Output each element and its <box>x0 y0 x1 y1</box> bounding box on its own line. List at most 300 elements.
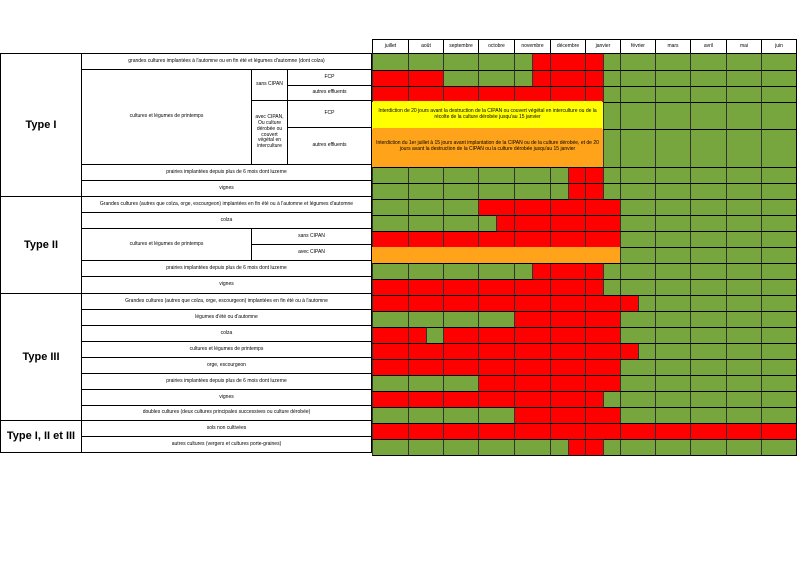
calendar-cell <box>408 167 444 184</box>
calendar-cell <box>372 183 409 200</box>
calendar-cell <box>620 215 656 232</box>
calendar-cell <box>655 70 691 87</box>
calendar-cell <box>408 183 444 200</box>
month-header-cell: septembre <box>443 39 479 54</box>
row-label: prairies implantées depuis plus de 6 mois dont luzerne <box>81 260 372 277</box>
calendar-cell <box>514 279 551 296</box>
calendar-cell <box>585 70 604 87</box>
calendar-cell <box>443 247 479 264</box>
calendar-cell <box>408 423 444 440</box>
calendar-cell <box>408 295 444 312</box>
calendar-cell <box>478 311 515 328</box>
calendar-cell <box>443 279 479 296</box>
calendar-cell <box>620 279 656 296</box>
calendar-cell <box>478 199 515 216</box>
calendar-cell <box>443 263 479 280</box>
calendar-cell <box>655 407 691 424</box>
calendar-cell <box>690 231 727 248</box>
calendar-cell <box>603 439 622 456</box>
calendar-cell <box>478 359 515 376</box>
calendar-cell <box>726 279 762 296</box>
calendar-cell <box>585 359 621 376</box>
calendar-cell <box>726 407 762 424</box>
calendar-cell <box>655 311 691 328</box>
calendar-cell <box>408 247 444 264</box>
calendar-cell <box>603 263 622 280</box>
calendar-cell <box>761 423 797 440</box>
calendar-cell <box>514 183 551 200</box>
calendar-cell <box>585 423 621 440</box>
calendar-cell <box>550 263 586 280</box>
calendar-cell <box>478 215 497 232</box>
calendar-cell <box>761 215 797 232</box>
row-label: vignes <box>81 276 372 294</box>
calendar-cell <box>514 70 533 87</box>
month-header-cell: juillet <box>372 39 409 54</box>
calendar-cell <box>761 183 797 200</box>
calendar-cell <box>514 359 551 376</box>
calendar-cell <box>550 311 586 328</box>
calendar-cell <box>655 53 691 71</box>
type-label-2: Type II <box>0 196 82 294</box>
calendar-cell <box>690 86 727 103</box>
calendar-cell <box>603 86 622 103</box>
calendar-cell <box>372 247 409 264</box>
calendar-cell <box>514 215 551 232</box>
calendar-cell <box>726 327 762 344</box>
calendar-cell <box>620 102 656 130</box>
calendar-cell <box>408 311 444 328</box>
calendar-cell <box>372 423 409 440</box>
calendar-cell <box>550 343 586 360</box>
calendar-cell <box>655 279 691 296</box>
calendar-cell <box>478 247 515 264</box>
calendar-cell <box>726 439 762 456</box>
calendar-cell <box>443 199 479 216</box>
calendar-cell <box>372 295 409 312</box>
calendar-cell <box>761 231 797 248</box>
calendar-cell <box>620 70 656 87</box>
calendar-cell <box>550 279 586 296</box>
calendar-cell <box>550 183 569 200</box>
calendar-cell <box>655 327 691 344</box>
calendar-cell <box>655 343 691 360</box>
calendar-cell <box>585 167 604 184</box>
calendar-cell <box>585 247 621 264</box>
calendar-cell <box>408 70 444 87</box>
month-header-cell: novembre <box>514 39 551 54</box>
calendar-cell <box>690 247 727 264</box>
month-header-cell: mai <box>726 39 762 54</box>
calendar-cell <box>550 391 586 408</box>
calendar-cell <box>655 391 691 408</box>
calendar-cell <box>585 279 604 296</box>
calendar-cell <box>655 247 691 264</box>
row-label: colza <box>81 325 372 342</box>
calendar-cell <box>655 129 691 168</box>
calendar-cell <box>514 247 551 264</box>
month-header-cell: avril <box>690 39 727 54</box>
calendar-cell <box>726 247 762 264</box>
calendar-cell <box>655 231 691 248</box>
calendar-cell <box>655 102 691 130</box>
calendar-cell <box>761 295 797 312</box>
calendar-cell <box>620 407 656 424</box>
calendar-cell <box>603 279 622 296</box>
calendar-cell <box>761 199 797 216</box>
row-label: vignes <box>81 389 372 406</box>
calendar-cell <box>761 359 797 376</box>
calendar-cell <box>496 215 515 232</box>
calendar-cell <box>690 407 727 424</box>
calendar-cell <box>620 327 656 344</box>
calendar-cell <box>655 199 691 216</box>
calendar-cell <box>620 53 656 71</box>
calendar-cell <box>761 375 797 392</box>
calendar-cell <box>761 263 797 280</box>
calendar-cell <box>620 343 639 360</box>
calendar-cell <box>372 391 409 408</box>
calendar-cell <box>726 343 762 360</box>
calendar-cell <box>620 129 656 168</box>
calendar-cell <box>550 423 586 440</box>
calendar-cell <box>443 391 479 408</box>
month-header-cell: février <box>620 39 656 54</box>
calendar-cell <box>443 407 479 424</box>
calendar-cell <box>408 263 444 280</box>
calendar-cell <box>690 167 727 184</box>
calendar-cell <box>443 295 479 312</box>
calendar-cell <box>620 375 656 392</box>
calendar-cell <box>761 311 797 328</box>
calendar-cell <box>550 375 586 392</box>
row-label: autres effluents <box>287 85 372 101</box>
calendar-cell <box>443 327 479 344</box>
calendar-cell <box>585 231 621 248</box>
calendar-cell <box>690 183 727 200</box>
calendar-cell <box>478 70 515 87</box>
calendar-cell <box>690 129 727 168</box>
type-label-1: Type I <box>0 53 82 197</box>
calendar-cell <box>478 423 515 440</box>
calendar-cell <box>372 279 409 296</box>
calendar-cell <box>532 70 551 87</box>
calendar-cell <box>761 343 797 360</box>
calendar-cell <box>690 199 727 216</box>
row-label: autres effluents <box>287 127 372 165</box>
calendar-cell <box>761 102 797 130</box>
row-label: doubles cultures (deux cultures principales successives ou culture dérobée) <box>81 405 372 421</box>
calendar-cell <box>514 391 551 408</box>
calendar-cell <box>478 439 515 456</box>
calendar-cell <box>443 231 479 248</box>
calendar-cell <box>550 167 569 184</box>
calendar-cell <box>550 199 586 216</box>
calendar-cell <box>761 391 797 408</box>
calendar-cell <box>408 391 444 408</box>
calendar-cell <box>514 263 533 280</box>
row-label: Grandes cultures (autres que colza, orge, escourgeon) implantées en fin été ou à l'automne <box>81 293 372 310</box>
calendar-cell <box>372 359 409 376</box>
calendar-cell <box>478 183 515 200</box>
row-label: colza <box>81 212 372 229</box>
calendar-cell <box>443 70 479 87</box>
row-label: avec CIPAN, Ou culture dérobée ou couvert végétal en interculture <box>251 100 288 165</box>
calendar-cell <box>550 215 586 232</box>
calendar-cell <box>478 167 515 184</box>
calendar-cell <box>372 263 409 280</box>
calendar-cell <box>443 439 479 456</box>
calendar-cell <box>726 231 762 248</box>
calendar-cell <box>408 215 444 232</box>
calendar-cell <box>514 311 551 328</box>
calendar-cell <box>568 439 587 456</box>
calendar-cell <box>761 167 797 184</box>
calendar-cell <box>408 359 444 376</box>
calendar-cell <box>620 391 656 408</box>
calendar-cell <box>372 231 409 248</box>
calendar-cell <box>514 343 551 360</box>
calendar-cell <box>478 263 515 280</box>
row-label: sans CIPAN <box>251 228 372 245</box>
calendar-cell <box>514 167 551 184</box>
row-label: avec CIPAN <box>251 244 372 261</box>
row-label: sans CIPAN <box>251 69 288 101</box>
calendar-cell <box>726 391 762 408</box>
calendar-cell <box>726 295 762 312</box>
row-label: FCP <box>287 100 372 128</box>
calendar-cell <box>550 359 586 376</box>
calendar-cell <box>620 311 656 328</box>
calendar-cell <box>372 343 409 360</box>
calendar-cell <box>550 407 586 424</box>
calendar-cell <box>603 183 622 200</box>
calendar-cell <box>620 183 656 200</box>
calendar-cell <box>585 263 604 280</box>
calendar-cell <box>761 439 797 456</box>
calendar-cell <box>620 295 639 312</box>
calendar-cell <box>761 407 797 424</box>
calendar-cell <box>620 359 656 376</box>
calendar-cell <box>690 375 727 392</box>
calendar-cell <box>443 167 479 184</box>
month-header-cell: octobre <box>478 39 515 54</box>
calendar-cell <box>655 359 691 376</box>
row-label: prairies implantées depuis plus de 6 mois dont luzerne <box>81 164 372 181</box>
row-label: Grandes cultures (autres que colza, orge, escourgeon) implantées en fin été ou à l'automne et légumes d'automne <box>81 196 372 213</box>
month-header-cell: juin <box>761 39 797 54</box>
calendar-cell <box>514 295 551 312</box>
calendar-cell <box>726 311 762 328</box>
row-label: autres cultures (vergers et cultures porte-graines) <box>81 436 372 453</box>
calendar-cell <box>408 343 444 360</box>
calendar-cell <box>585 53 604 71</box>
calendar-cell <box>372 215 409 232</box>
calendar-cell <box>568 167 587 184</box>
calendar-cell <box>690 343 727 360</box>
calendar-cell <box>550 70 586 87</box>
calendar-cell <box>408 439 444 456</box>
calendar-cell <box>585 215 621 232</box>
calendar-cell <box>620 263 656 280</box>
calendar-cell <box>690 423 727 440</box>
calendar-cell <box>726 359 762 376</box>
calendar-cell <box>726 167 762 184</box>
calendar-cell <box>408 53 444 71</box>
calendar-cell <box>585 183 604 200</box>
calendar-cell <box>690 53 727 71</box>
calendar-cell <box>408 407 444 424</box>
calendar-cell <box>514 53 533 71</box>
calendar-cell <box>655 215 691 232</box>
calendar-cell <box>726 53 762 71</box>
calendar-cell <box>426 327 445 344</box>
calendar-cell <box>620 439 656 456</box>
row-label: cultures et légumes de printemps <box>81 69 252 165</box>
calendar-cell <box>372 199 409 216</box>
row-label: prairies implantées depuis plus de 6 mois dont luzerne <box>81 373 372 390</box>
row-label: cultures et légumes de printemps <box>81 228 252 261</box>
calendar-cell <box>761 86 797 103</box>
calendar-cell <box>726 375 762 392</box>
calendar-cell <box>372 167 409 184</box>
calendar-cell <box>478 407 515 424</box>
calendar-cell <box>620 199 656 216</box>
calendar-cell <box>620 167 656 184</box>
calendar-cell <box>690 295 727 312</box>
calendar-cell <box>726 102 762 130</box>
calendar-cell <box>690 70 727 87</box>
calendar-cell <box>514 423 551 440</box>
calendar-cell <box>550 53 586 71</box>
calendar-cell <box>603 129 622 168</box>
calendar-cell <box>550 247 586 264</box>
calendar-cell <box>532 263 551 280</box>
calendar-cell <box>478 295 515 312</box>
calendar-cell <box>585 343 621 360</box>
calendar-cell <box>655 375 691 392</box>
calendar-cell <box>655 439 691 456</box>
calendar-cell <box>585 391 604 408</box>
calendar-cell <box>726 86 762 103</box>
calendar-cell <box>550 327 586 344</box>
row-label: vignes <box>81 180 372 197</box>
calendar-cell <box>638 343 657 360</box>
calendar-cell <box>603 102 622 130</box>
calendar-cell <box>761 129 797 168</box>
calendar-cell <box>655 86 691 103</box>
calendar-cell <box>690 102 727 130</box>
calendar-cell <box>726 215 762 232</box>
calendar-cell <box>478 53 515 71</box>
calendar-cell <box>478 279 515 296</box>
calendar-cell <box>514 231 551 248</box>
calendar-cell <box>443 311 479 328</box>
calendar-cell <box>761 247 797 264</box>
row-label: cultures et légumes de printemps <box>81 341 372 358</box>
calendar-cell <box>478 391 515 408</box>
calendar-cell <box>408 327 427 344</box>
row-label: grandes cultures implantées à l'automne ou en fin été et légumes d'automne (dont colza) <box>81 53 372 70</box>
calendar-cell <box>690 359 727 376</box>
calendar-cell <box>761 279 797 296</box>
row-label: orge, escourgeon <box>81 357 372 374</box>
month-header-cell: août <box>408 39 444 54</box>
calendar-cell <box>690 311 727 328</box>
calendar-cell <box>761 53 797 71</box>
calendar-cell <box>514 327 551 344</box>
calendar-cell <box>726 70 762 87</box>
calendar-cell <box>620 86 656 103</box>
calendar-cell <box>408 279 444 296</box>
calendar-cell <box>550 295 586 312</box>
calendar-cell <box>585 439 604 456</box>
note-orange: Interdiction du 1er juillet à 15 jours avant implantation de la CIPAN ou de la culture dérobée, et de 20 jours avant la destruction de la CIPAN ou la culture dérobée jusqu'au 15 janvier <box>373 128 602 164</box>
calendar-cell <box>443 343 479 360</box>
calendar-cell <box>603 70 622 87</box>
calendar-cell <box>585 407 621 424</box>
calendar-cell <box>514 375 551 392</box>
calendar-cell <box>372 439 409 456</box>
calendar-cell <box>603 53 622 71</box>
calendar-cell <box>514 407 551 424</box>
calendar-cell <box>443 53 479 71</box>
calendar-cell <box>690 391 727 408</box>
calendar-cell <box>655 423 691 440</box>
calendar-cell <box>478 375 515 392</box>
calendar-cell <box>443 375 479 392</box>
row-label: sols non cultivées <box>81 420 372 437</box>
calendar-cell <box>655 167 691 184</box>
calendar-cell <box>726 423 762 440</box>
calendar-cell <box>478 343 515 360</box>
calendar-cell <box>585 295 621 312</box>
calendar-cell <box>443 215 479 232</box>
calendar-cell <box>372 327 409 344</box>
note-yellow: Interdiction de 20 jours avant la destruction de la CIPAN ou couvert végétal en interculture ou de la récolte de la culture dérobée jusqu'au 15 janvier <box>373 101 602 127</box>
calendar-cell <box>761 70 797 87</box>
calendar-cell <box>690 279 727 296</box>
calendar-cell <box>690 327 727 344</box>
calendar-cell <box>532 53 551 71</box>
calendar-cell <box>372 311 409 328</box>
calendar-cell <box>726 183 762 200</box>
calendar-cell <box>620 247 656 264</box>
calendar-cell <box>514 439 551 456</box>
calendar-cell <box>443 183 479 200</box>
calendar-cell <box>408 199 444 216</box>
month-header-cell: janvier <box>585 39 621 54</box>
calendar-cell <box>726 129 762 168</box>
calendar-cell <box>603 167 622 184</box>
calendar-cell <box>638 295 657 312</box>
calendar-cell <box>585 311 621 328</box>
calendar-cell <box>443 359 479 376</box>
calendar-cell <box>655 263 691 280</box>
calendar-cell <box>585 199 621 216</box>
calendar-cell <box>408 231 444 248</box>
calendar-cell <box>514 199 551 216</box>
calendar-cell <box>443 423 479 440</box>
calendar-cell <box>690 439 727 456</box>
calendar-cell <box>372 407 409 424</box>
calendar-cell <box>726 199 762 216</box>
row-label: légumes d'été ou d'automne <box>81 309 372 326</box>
row-label: FCP <box>287 69 372 86</box>
calendar-cell <box>568 183 587 200</box>
calendar-cell <box>655 295 691 312</box>
calendar-cell <box>620 231 656 248</box>
